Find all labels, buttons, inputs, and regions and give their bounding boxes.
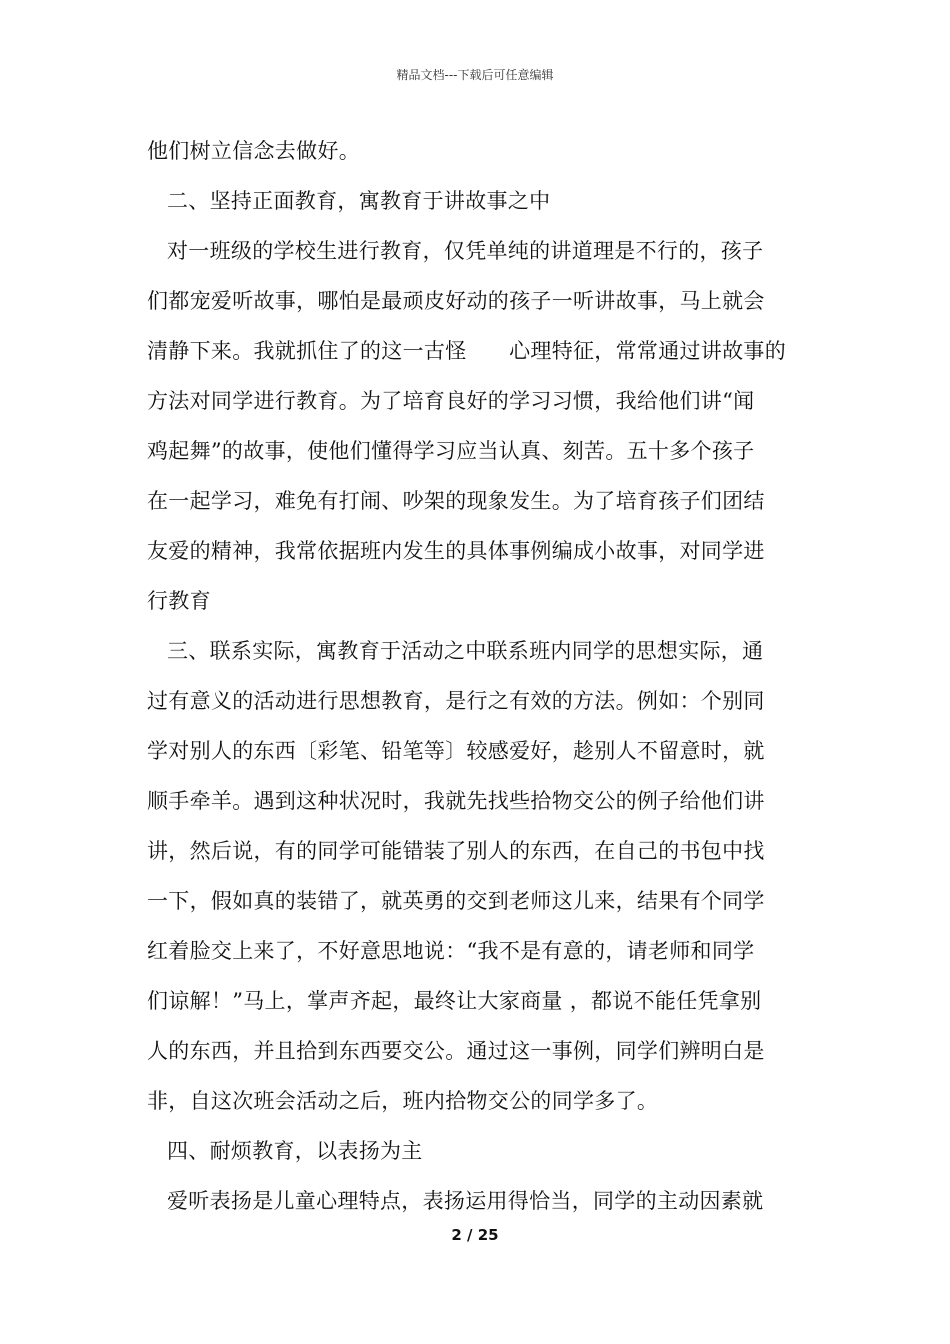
section-heading-3: 三、联系实际，寓教育于活动之中联系班内同学的思想实际，通 <box>167 639 764 663</box>
text-line: 对一班级的学校生进行教育，仅凭单纯的讲道理是不行的，孩子 <box>167 239 764 263</box>
text-line: 红着脸交上来了，不好意思地说：“我不是有意的，请老师和同学 <box>147 939 755 963</box>
text-line: 方法对同学进行教育。为了培育良好的学习习惯，我给他们讲“闻 <box>147 389 755 413</box>
text-line: 非，自这次班会活动之后，班内拾物交公的同学多了。 <box>147 1089 659 1113</box>
page-header: 精品文档---下载后可任意编辑 <box>396 68 554 82</box>
text-line: 友爱的精神，我常依据班内发生的具体事例编成小故事，对同学进 <box>147 539 765 563</box>
section-heading-2: 二、坚持正面教育，寓教育于讲故事之中 <box>167 189 551 213</box>
page-number: 2 / 25 <box>451 1226 499 1244</box>
text-line: 人的东西，并且拾到东西要交公。通过这一事例，同学们辨明白是 <box>147 1039 765 1063</box>
text-line: 讲，然后说，有的同学可能错装了别人的东西，在自己的书包中找 <box>147 839 765 863</box>
section-heading-4: 四、耐烦教育，以表扬为主 <box>167 1139 423 1163</box>
text-line: 顺手牵羊。遇到这种状况时，我就先找些拾物交公的例子给他们讲 <box>147 789 765 813</box>
text-line: 在一起学习，难免有打闹、吵架的现象发生。为了培育孩子们团结 <box>147 489 765 513</box>
text-line: 他们树立信念去做好。 <box>147 139 360 163</box>
text-line: 们都宠爱听故事，哪怕是最顽皮好动的孩子一听讲故事，马上就会 <box>147 289 765 313</box>
text-line: 们谅解！”马上，掌声齐起，最终让大家商量 ，都说不能任凭拿别 <box>147 989 762 1013</box>
text-line: 一下，假如真的装错了，就英勇的交到老师这儿来，结果有个同学 <box>147 889 765 913</box>
text-line: 学对别人的东西〔彩笔、铅笔等〕较感爱好，趁别人不留意时，就 <box>147 739 765 763</box>
text-line: 爱听表扬是儿童心理特点，表扬运用得恰当，同学的主动因素就 <box>167 1189 764 1213</box>
text-line: 鸡起舞”的故事，使他们懂得学习应当认真、刻苦。五十多个孩子 <box>147 439 755 463</box>
text-line: 过有意义的活动进行思想教育，是行之有效的方法。例如：个别同 <box>147 689 765 713</box>
text-line: 清静下来。我就抓住了的这一古怪 心理特征，常常通过讲故事的 <box>147 339 786 363</box>
body-text <box>147 126 817 1226</box>
text-line: 行教育 <box>147 589 211 613</box>
